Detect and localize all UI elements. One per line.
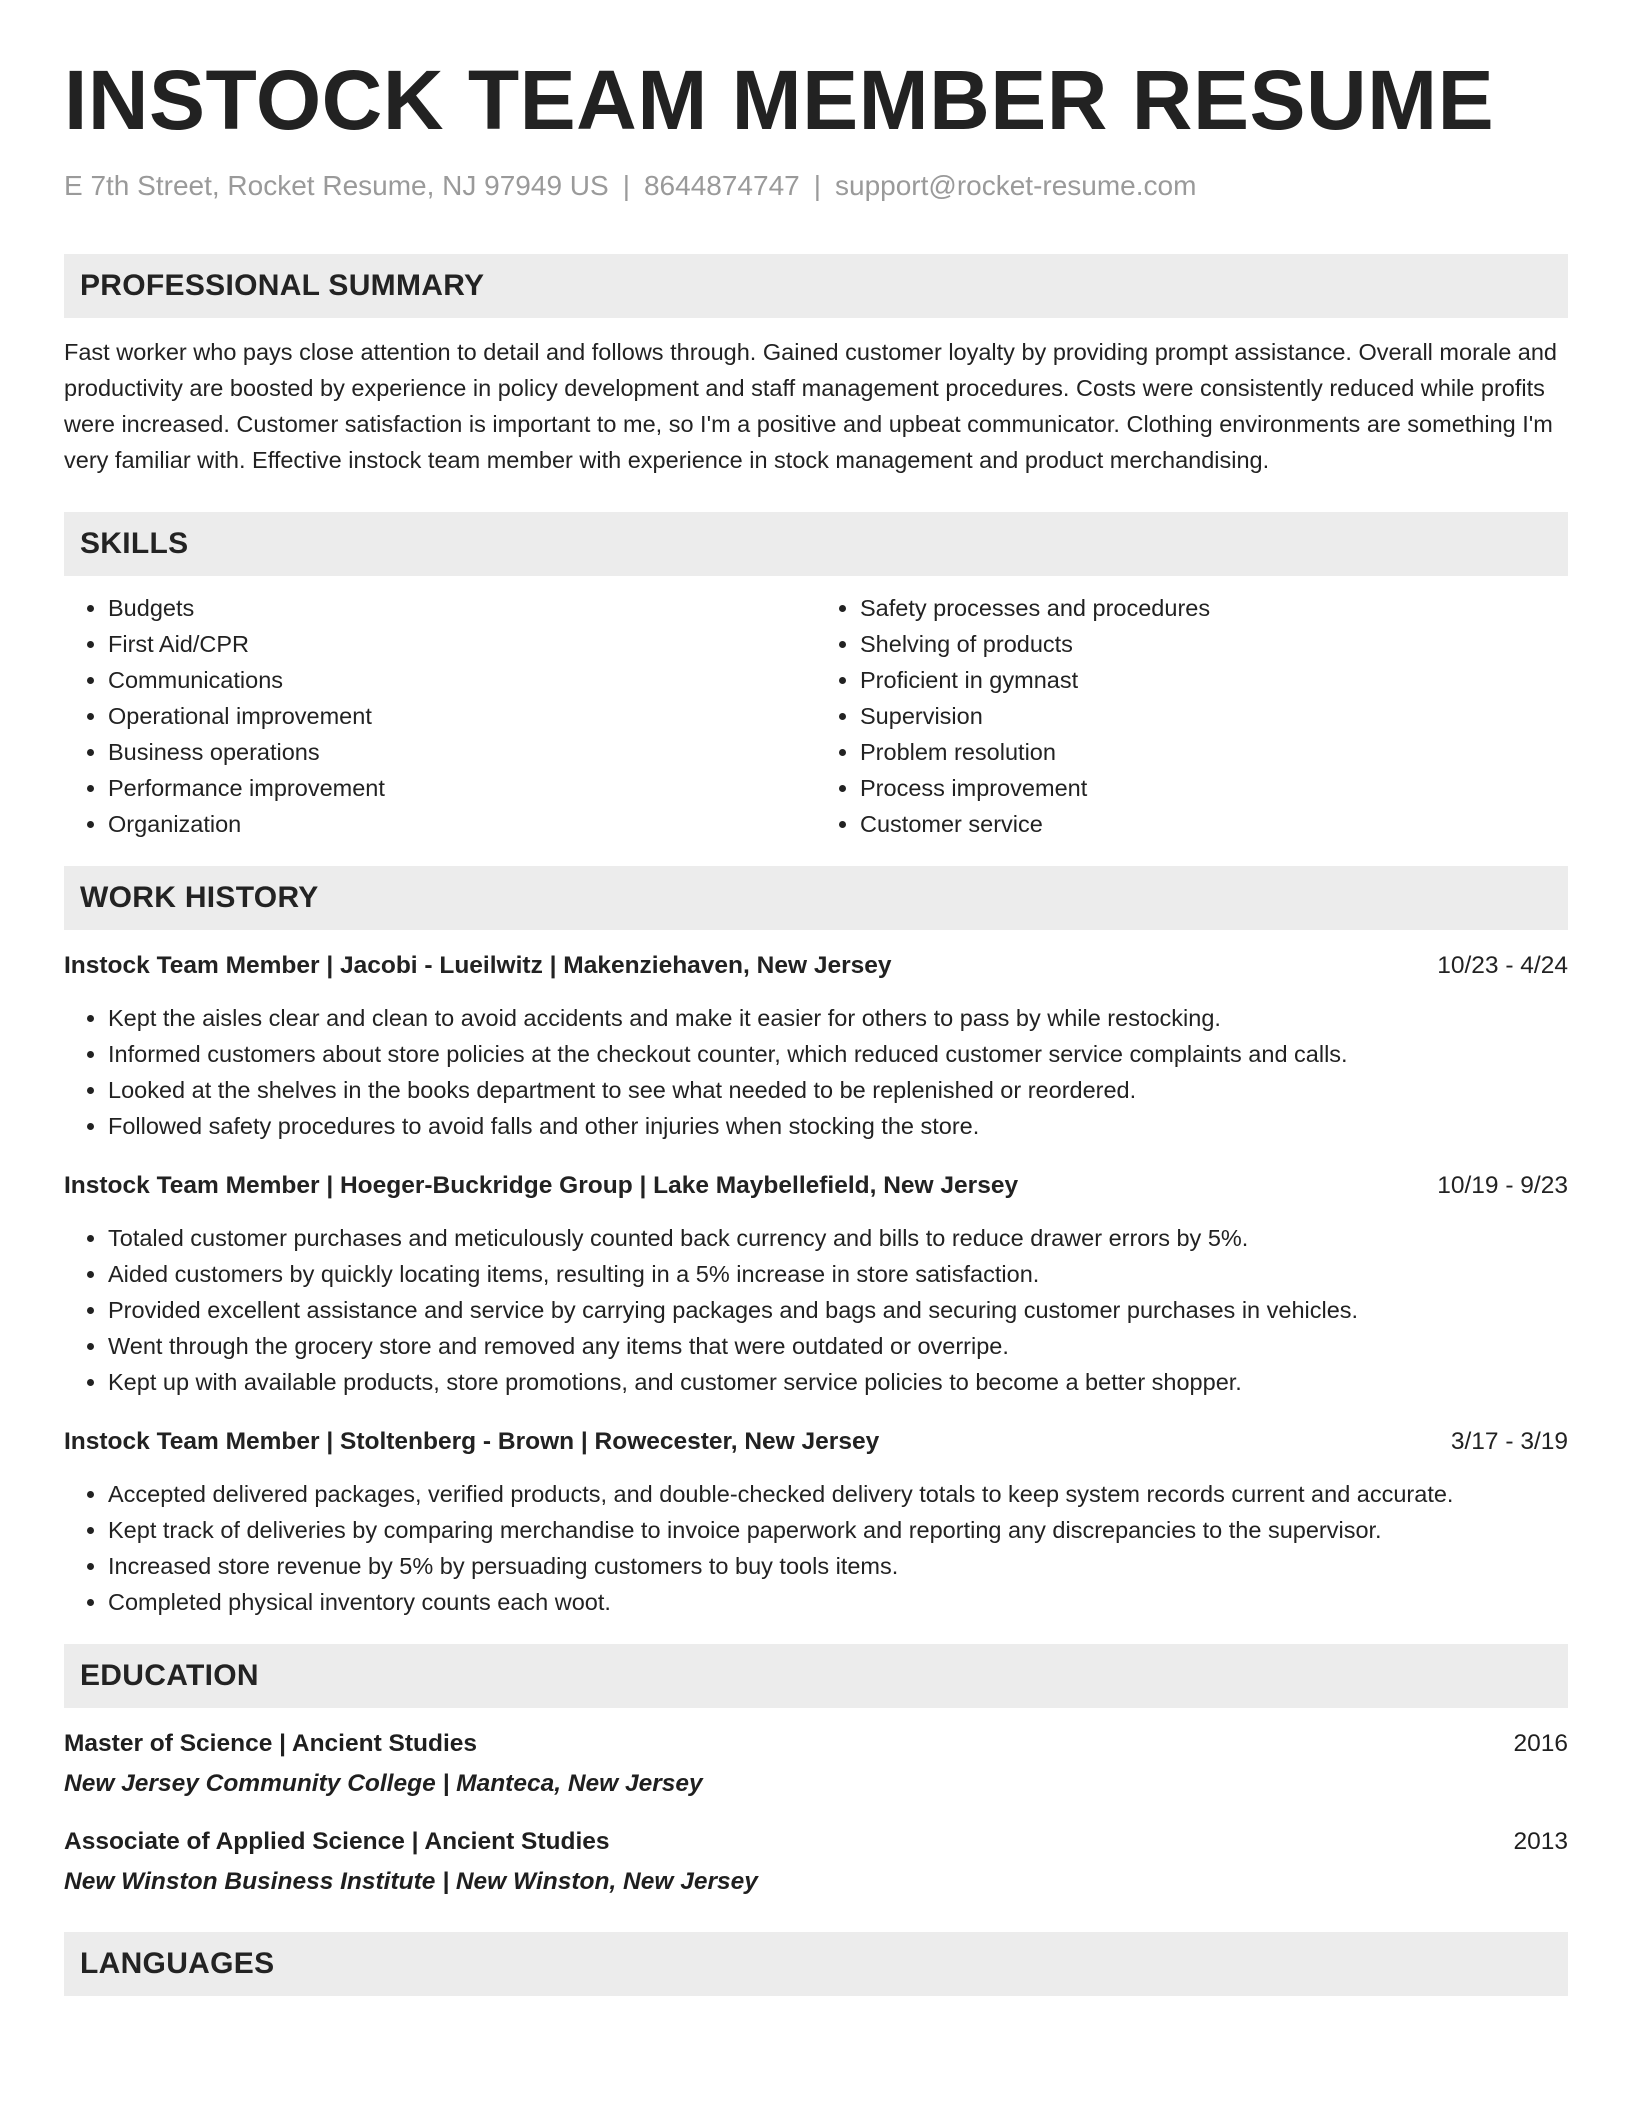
contact-line (64, 170, 1568, 202)
skill-item: • Process improvement (860, 770, 1568, 806)
education-entry (64, 1824, 1568, 1900)
skill-item: • Proficient in gymnast (860, 662, 1568, 698)
job-bullet: • Kept up with available products, store promotions, and customer service policies to become a better shopper. (108, 1364, 1568, 1400)
skill-item: • Operational improvement (108, 698, 816, 734)
education-school: New Jersey Community College | Manteca, New Jersey (64, 1770, 703, 1797)
job-dates: 10/19 - 9/23 (1437, 1172, 1568, 1199)
education-header-row (64, 1824, 1568, 1860)
contact-separator: | (813, 170, 821, 201)
job-bullet: • Accepted delivered packages, verified products, and double-checked delivery totals to keep system records current and accurate. (108, 1476, 1568, 1512)
education-year: 2013 (1513, 1828, 1568, 1855)
education-school: New Winston Business Institute | New Winston, New Jersey (64, 1868, 758, 1895)
job-bullet: • Followed safety procedures to avoid falls and other injuries when stocking the store. (108, 1108, 1568, 1144)
job-header-row (64, 1168, 1568, 1204)
skill-item: • Supervision (860, 698, 1568, 734)
section-header-summary: PROFESSIONAL SUMMARY (64, 254, 1568, 318)
skill-item: • Budgets (108, 590, 816, 626)
skills-grid (64, 590, 1568, 842)
skill-item: • Business operations (108, 734, 816, 770)
skill-item: • Communications (108, 662, 816, 698)
job-entry (64, 948, 1568, 1144)
job-bullets (64, 1000, 1568, 1144)
job-header-row (64, 1424, 1568, 1460)
section-header-languages: LANGUAGES (64, 1932, 1568, 1996)
job-bullet: • Completed physical inventory counts each woot. (108, 1584, 1568, 1620)
skill-item: • Customer service (860, 806, 1568, 842)
skill-item: • Safety processes and procedures (860, 590, 1568, 626)
skill-item: • First Aid/CPR (108, 626, 816, 662)
contact-separator: | (622, 170, 630, 201)
contact-address: E 7th Street, Rocket Resume, NJ 97949 US (64, 170, 609, 201)
section-header-education: EDUCATION (64, 1644, 1568, 1708)
contact-phone: 8644874747 (643, 170, 800, 201)
job-bullet: • Totaled customer purchases and meticulously counted back currency and bills to reduce drawer errors by 5%. (108, 1220, 1568, 1256)
job-title: Instock Team Member | Stoltenberg - Brown | Rowecester, New Jersey (64, 1428, 880, 1455)
education-entry (64, 1726, 1568, 1802)
education-degree: Master of Science | Ancient Studies (64, 1730, 478, 1757)
job-bullet: • Kept the aisles clear and clean to avoid accidents and make it easier for others to pass by while restocking. (108, 1000, 1568, 1036)
job-bullet: • Increased store revenue by 5% by persuading customers to buy tools items. (108, 1548, 1568, 1584)
job-bullet: • Informed customers about store policies at the checkout counter, which reduced customer service complaints and calls. (108, 1036, 1568, 1072)
job-header-row (64, 948, 1568, 984)
section-header-work-history: WORK HISTORY (64, 866, 1568, 930)
education-year: 2016 (1513, 1730, 1568, 1757)
education-header-row (64, 1726, 1568, 1762)
skill-item: • Problem resolution (860, 734, 1568, 770)
job-bullets (64, 1476, 1568, 1620)
job-bullets (64, 1220, 1568, 1400)
job-bullet: • Aided customers by quickly locating items, resulting in a 5% increase in store satisfaction. (108, 1256, 1568, 1292)
resume-title: INSTOCK TEAM MEMBER RESUME (64, 53, 1495, 147)
contact-email: support@rocket-resume.com (835, 170, 1197, 201)
job-dates: 3/17 - 3/19 (1450, 1428, 1568, 1455)
job-title: Instock Team Member | Jacobi - Lueilwitz | Makenziehaven, New Jersey (64, 952, 892, 979)
skill-item: • Shelving of products (860, 626, 1568, 662)
skills-column-left (64, 590, 816, 842)
job-bullet: • Kept track of deliveries by comparing merchandise to invoice paperwork and reporting any discrepancies to the supervisor. (108, 1512, 1568, 1548)
section-header-skills: SKILLS (64, 512, 1568, 576)
skill-item: • Organization (108, 806, 816, 842)
summary-text: Fast worker who pays close attention to detail and follows through. Gained customer loyalty by providing prompt assistance. Overall morale and productivity are boosted by experience in policy development and staff management procedures. Costs were consistently reduced while profits were increased. Customer satisfaction is important to me, so I'm a positive and upbeat communicator. Clothing environments are something I'm very familiar with. Effective instock team member with experience in stock management and product merchandising. (64, 339, 1557, 473)
job-bullet: • Looked at the shelves in the books department to see what needed to be replenished or reordered. (108, 1072, 1568, 1108)
job-entry (64, 1424, 1568, 1620)
job-dates: 10/23 - 4/24 (1437, 952, 1568, 979)
skill-item: • Performance improvement (108, 770, 816, 806)
skills-column-right (816, 590, 1568, 842)
job-entry (64, 1168, 1568, 1400)
job-title: Instock Team Member | Hoeger-Buckridge Group | Lake Maybellefield, New Jersey (64, 1172, 1019, 1199)
education-degree: Associate of Applied Science | Ancient Studies (64, 1828, 610, 1855)
job-bullet: • Provided excellent assistance and service by carrying packages and bags and securing customer purchases in vehicles. (108, 1292, 1568, 1328)
job-bullet: • Went through the grocery store and removed any items that were outdated or overripe. (108, 1328, 1568, 1364)
